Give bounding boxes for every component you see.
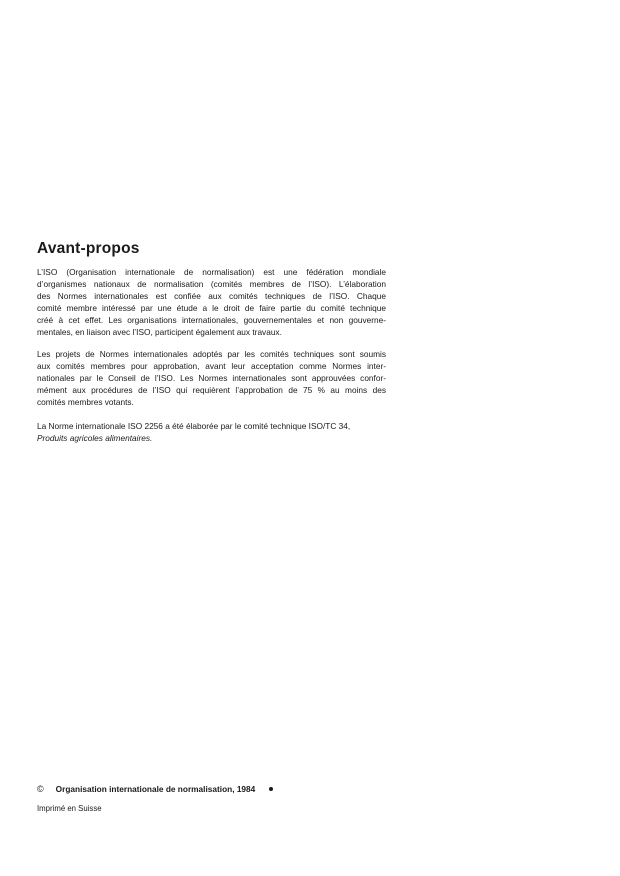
text-line: comités membres votants. bbox=[37, 397, 134, 407]
paragraph-approval bbox=[37, 348, 386, 408]
committee-title: Produits agricoles alimentaires. bbox=[37, 433, 153, 443]
paragraph-standard-origin bbox=[37, 420, 386, 444]
text-line: nationales par le Conseil de l’ISO. Les Normes internationales sont approuvées confor- bbox=[37, 373, 386, 383]
text-line: d’organismes nationaux de normalisation (comités membres de l’ISO). L’élaboration bbox=[37, 279, 386, 289]
text-line: comité membre intéressé par une étude a le droit de faire partie du comité technique bbox=[37, 303, 386, 313]
text-line: La Norme internationale ISO 2256 a été élaborée par le comité technique ISO/TC 34, bbox=[37, 421, 351, 431]
text-line: L’ISO (Organisation internationale de normalisation) est une fédération mondiale bbox=[37, 267, 386, 277]
bullet-icon bbox=[269, 787, 273, 791]
copyright-text: Organisation internationale de normalisation, 1984 bbox=[55, 784, 256, 794]
printed-in: Imprimé en Suisse bbox=[37, 804, 102, 813]
text-line: aux comités membres pour approbation, avant leur acceptation comme Normes inter- bbox=[37, 361, 386, 371]
section-heading: Avant-propos bbox=[37, 240, 140, 257]
copyright-icon: © bbox=[37, 784, 44, 794]
copyright-line bbox=[37, 784, 273, 794]
text-line: mentales, en liaison avec l’ISO, participent également aux travaux. bbox=[37, 327, 282, 337]
text-line: Les projets de Normes internationales adoptés par les comités techniques sont soumis bbox=[37, 349, 386, 359]
text-line: mément aux procédures de l’ISO qui requièrent l’approbation de 75 % au moins des bbox=[37, 385, 386, 395]
text-line: des Normes internationales est confiée aux comités techniques de l’ISO. Chaque bbox=[37, 291, 386, 301]
paragraph-iso-intro bbox=[37, 266, 386, 338]
text-line: créé à cet effet. Les organisations internationales, gouvernementales et non gouverne- bbox=[37, 315, 386, 325]
